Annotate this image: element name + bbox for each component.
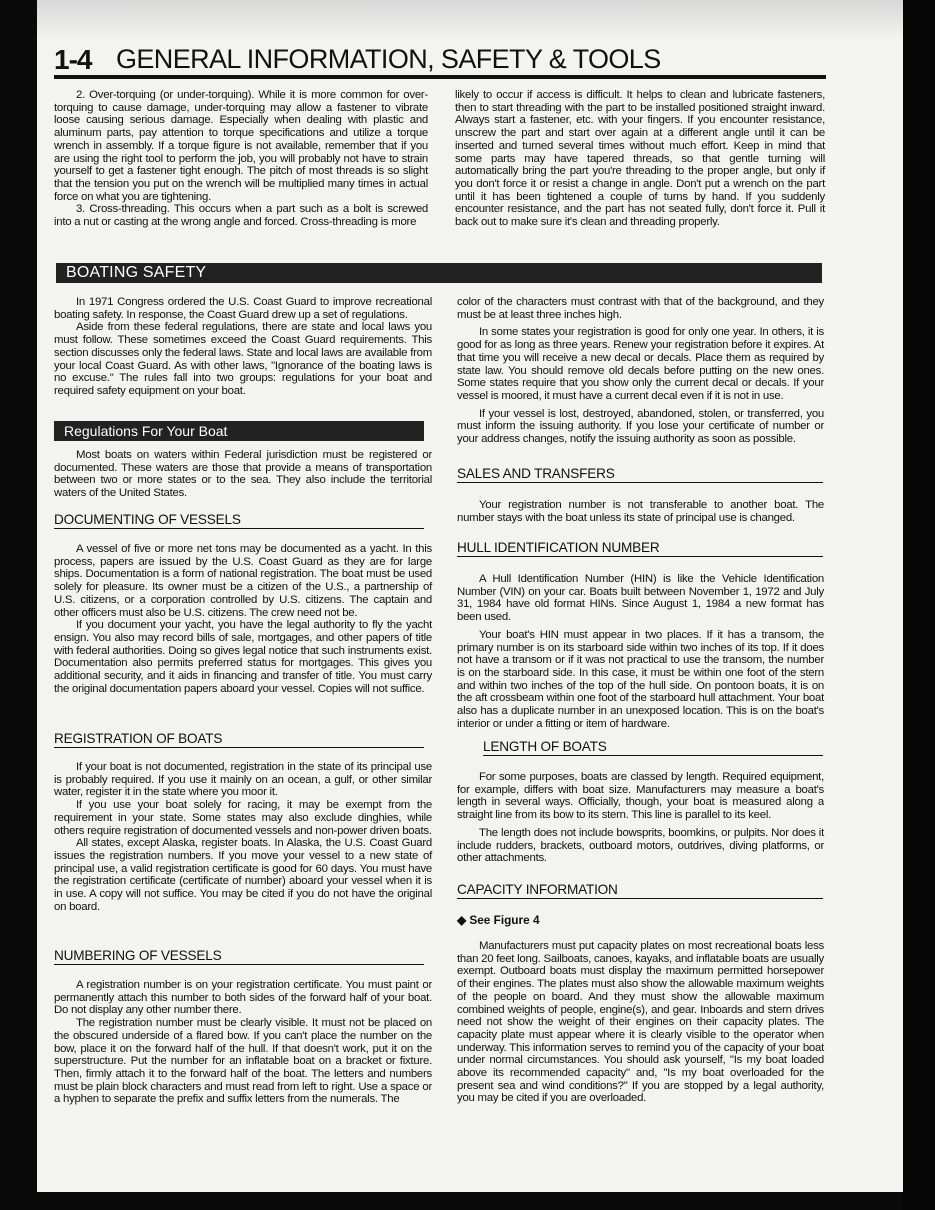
subsection-title: Regulations For Your Boat (64, 423, 228, 439)
paragraph: If you document your yacht, you have the legal authority to fly the yacht ensign. You also may record bills of sale, mortgages, and other papers of title with federal authorities. Doing so gives legal notice that such instruments exist. Documentation also permits preferred status for mortgages. This gives you additional security, and it aids in financing and transfer of title. You must carry the original documentation papers aboard your vessel. Copies will not suffice. (54, 619, 432, 695)
registration-text (54, 761, 432, 913)
section-title: BOATING SAFETY (66, 264, 207, 281)
scan-shading (37, 0, 903, 40)
see-figure-reference: ◆ See Figure 4 (457, 913, 540, 927)
paragraph: The registration number must be clearly visible. It must not be placed on the obscured underside of a flared bow. If you can't place the number on the bow, place it on the forward half of the hull. If that doesn't work, put it on the superstructure. Put the number for an inflatable boat on a bracket or fixture. Then, firmly attach it to the forward half of the boat. The letters and numbers must be plain block characters and must read from left to right. Use a space or a hyphen to separate the prefix and suffix letters from the numerals. The (54, 1017, 432, 1106)
page-header (54, 38, 860, 74)
paragraph: Your boat's HIN must appear in two places. If it has a transom, the primary number is on its starboard side within two inches of its top. If it does not have a transom or if it was not practical to use the transom, the number is on the starboard side. In this case, it must be within one foot of the stern and within two inches of the top of the hull side. On pontoon boats, it is on the aft crossbeam within one foot of the starboard hull attachment. Your boat also has a duplicate number in an unexposed location. This is on the boat's interior or under a fitting or item of hardware. (457, 628, 824, 730)
capacity-text (457, 940, 824, 1105)
documenting-text (54, 543, 432, 695)
intro-right-column (455, 89, 825, 229)
regulations-text (54, 449, 432, 500)
sales-text (457, 499, 824, 524)
heading-sales: SALES AND TRANSFERS (457, 466, 823, 483)
paragraph: The length does not include bowsprits, boomkins, or pulpits. Nor does it include rudders, brackets, outboard motors, outdrives, diving platforms, or other attachments. (457, 826, 824, 865)
paragraph: In some states your registration is good for only one year. In others, it is good for as long as three years. Renew your registration before it expires. At that time you will receive a new decal or decals. Place them as required by state law. You should remove old decals before putting on the new ones. Some states require that you show only the current decal or decals. If your vessel is moored, it must have a current decal even if it is not in use. (457, 326, 824, 402)
paragraph: Manufacturers must put capacity plates on most recreational boats less than 20 feet long. Sailboats, canoes, kayaks, and inflatable boats are usually exempt. Outboard boats must display the maximum permitted horsepower of their engines. The plates must also show the allowable maximum weights of the people on board. And they must show the allowable maximum combined weights of people, engine(s), and gear. Inboards and stern drives need not show the weight of their engines on their capacity plates. The capacity plate must appear where it is clearly visible to the operator when underway. This information serves to remind you of the capacity of your boat under normal circumstances. You should ask yourself, "Is my boat loaded above its recommended capacity" and, "Is my boat overloaded for the present sea and wind conditions?" If you are stopped by a legal authority, you may be cited if you are overloaded. (457, 940, 824, 1105)
paragraph: If your vessel is lost, destroyed, abandoned, stolen, or transferred, you must inform the issuing authority. If you lose your certificate of number or your address changes, notify the issuing authority as soon as possible. (457, 407, 824, 446)
hull-id-text (457, 573, 824, 730)
paragraph: color of the characters must contrast with that of the background, and they must be at least three inches high. (457, 296, 824, 321)
heading-hull-id: HULL IDENTIFICATION NUMBER (457, 540, 823, 557)
intro-left-column (54, 89, 428, 229)
subsection-bar-regulations (54, 421, 424, 441)
paragraph: For some purposes, boats are classed by length. Required equipment, for example, differs with boat size. Manufacturers may measure a boat's length in several ways. Officially, though, your boat is measured along a straight line from its bow to its stern. This line is parallel to its keel. (457, 771, 824, 822)
paragraph: If you use your boat solely for racing, it may be exempt from the requirement in your state. Some states may also exclude dinghies, while others require registration of documented vessels and non-power driven boats. (54, 799, 432, 837)
paragraph: A Hull Identification Number (HIN) is like the Vehicle Identification Number (VIN) on your car. Boats built between November 1, 1972 and July 31, 1984 have old format HINs. Since August 1, 1984 a new format has been used. (457, 573, 824, 624)
intro-paragraph: 2. Over-torquing (or under-torquing). While it is more common for over-torquing to cause damage, under-torquing may allow a fastener to vibrate loose causing serious damage. Especially when dealing with plastic and aluminum parts, pay attention to torque specifications and utilize a torque wrench in assembly. If a torque figure is not available, remember that if you are using the right tool to perform the job, you will probably not have to strain yourself to get a fastener tight enough. The pitch of most threads is so slight that the tension you put on the wrench will be multiplied many times in actual force on what you are tightening. (54, 89, 428, 203)
section-bar-boating-safety (56, 263, 822, 283)
heading-numbering: NUMBERING OF VESSELS (54, 948, 424, 965)
left-column-intro (54, 296, 432, 398)
numbering-text (54, 979, 432, 1106)
paragraph: A vessel of five or more net tons may be documented as a yacht. In this process, papers are issued by the U.S. Coast Guard as they are for large ships. Documentation is a form of national registration. The boat must be used solely for pleasure. Its owner must be a citizen of the U.S., a partnership of U.S. citizens, or a corporation controlled by U.S. citizens. The captain and other officers must also be U.S. citizens. The crew need not be. (54, 543, 432, 619)
length-text (457, 771, 824, 865)
header-rule (54, 75, 826, 79)
paragraph: Aside from these federal regulations, there are state and local laws you must follow. These sometimes exceed the Coast Guard requirements. This section discusses only the federal laws. State and local laws are available from your local Coast Guard. As with other laws, "Ignorance of the boating laws is no excuse." The rules fall into two groups: regulations for your boat and required safety equipment on your boat. (54, 321, 432, 397)
paragraph: If your boat is not documented, registration in the state of its principal use is probably required. If you use it mainly on an ocean, a gulf, or other similar water, register it in the state where you moor it. (54, 761, 432, 799)
heading-documenting: DOCUMENTING OF VESSELS (54, 512, 424, 529)
right-column-intro (457, 296, 824, 446)
paragraph: A registration number is on your registration certificate. You must paint or permanently attach this number to both sides of the forward half of your boat. Do not display any other number there. (54, 979, 432, 1017)
heading-capacity: CAPACITY INFORMATION (457, 882, 823, 899)
paragraph: In 1971 Congress ordered the U.S. Coast Guard to improve recreational boating safety. In response, the Coast Guard drew up a set of regulations. (54, 296, 432, 321)
page-title: GENERAL INFORMATION, SAFETY & TOOLS (116, 44, 661, 74)
manual-page (37, 0, 903, 1192)
page-number: 1-4 (54, 44, 92, 75)
heading-registration: REGISTRATION OF BOATS (54, 731, 424, 748)
paragraph: Most boats on waters within Federal jurisdiction must be registered or documented. These waters are those that provide a means of transportation between two or more states or to the sea. They also include the territorial waters of the United States. (54, 449, 432, 500)
paragraph: All states, except Alaska, register boats. In Alaska, the U.S. Coast Guard issues the registration numbers. If you move your vessel to a new state of principal use, a valid registration certificate is good for 60 days. You must have the registration certificate (certificate of number) aboard your vessel when it is in use. A copy will not suffice. You may be cited if you do not have the original on board. (54, 837, 432, 913)
scan-edge (903, 0, 935, 1210)
intro-paragraph: likely to occur if access is difficult. It helps to clean and lubricate fasteners, then to start threading with the part to be installed positioned straight inward. Always start a fastener, etc. with your fingers. If you encounter resistance, unscrew the part and start over again at a different angle until it can be inserted and turned several times without much effort. Keep in mind that some parts may have tapered threads, so that gentle turning will automatically bring the part you're threading to the proper angle, but only if you don't force it or resist a change in angle. Don't put a wrench on the part until it has been tightened a couple of turns by hand. If you suddenly encounter resistance, and the part has not seated fully, don't force it. Pull it back out to make sure it's clean and threading properly. (455, 89, 825, 229)
heading-length: LENGTH OF BOATS (483, 739, 823, 756)
paragraph: Your registration number is not transferable to another boat. The number stays with the boat unless its state of principal use is changed. (457, 499, 824, 524)
intro-paragraph: 3. Cross-threading. This occurs when a part such as a bolt is screwed into a nut or casting at the wrong angle and forced. Cross-threading is more (54, 203, 428, 229)
